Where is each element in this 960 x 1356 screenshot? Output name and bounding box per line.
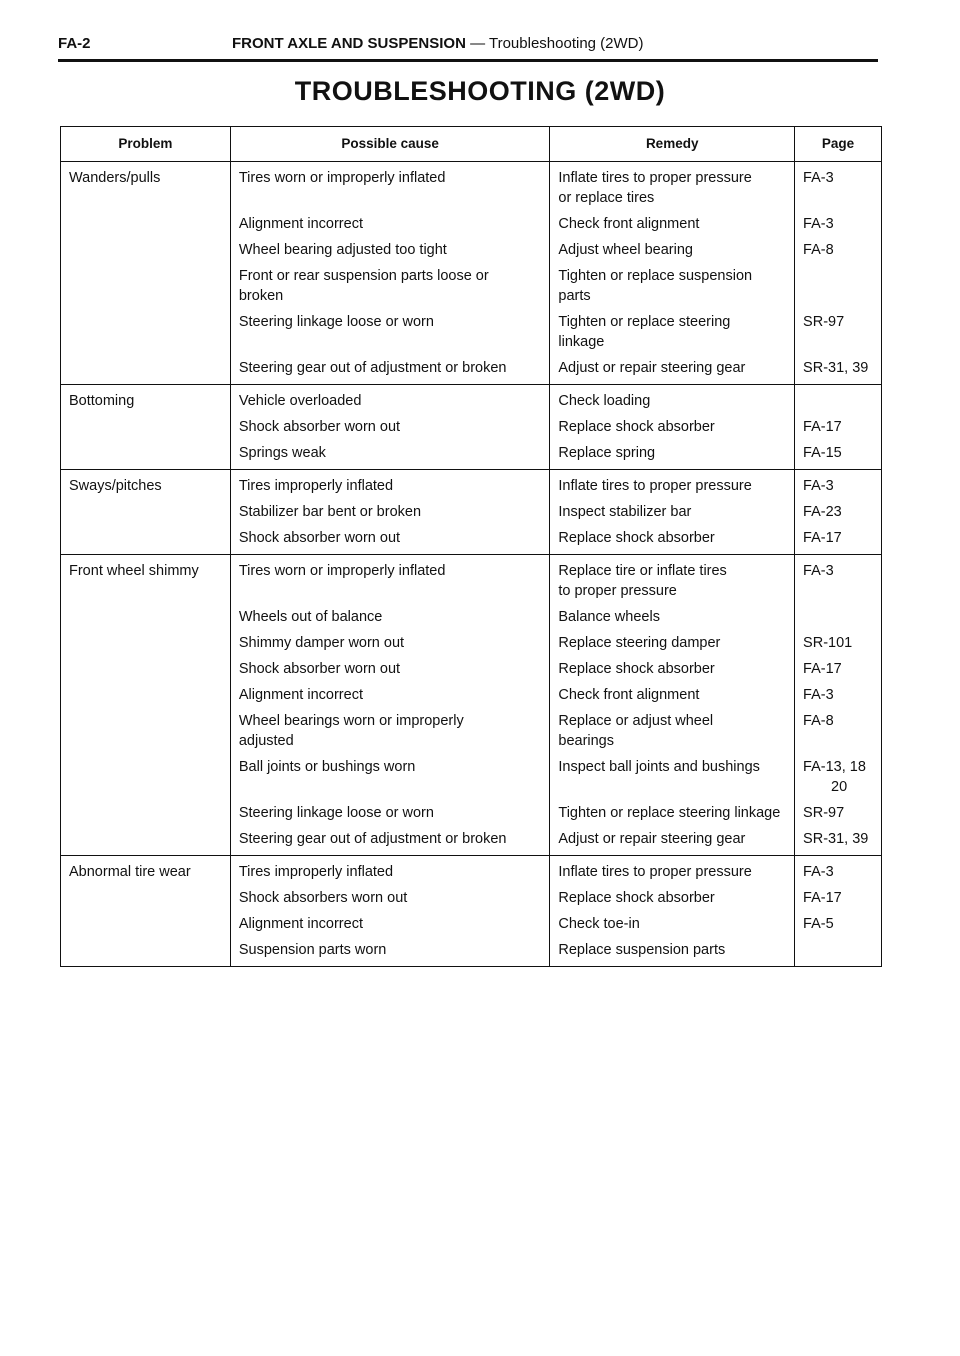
page-entry xyxy=(795,757,881,803)
cause-cell xyxy=(230,555,550,856)
remedy-entry xyxy=(550,803,794,829)
cause-entry xyxy=(231,803,550,829)
remedy-line: Balance wheels xyxy=(558,609,660,625)
cause-entry xyxy=(231,417,550,443)
remedy-line: Check toe-in xyxy=(558,916,640,932)
page-line: FA-8 xyxy=(803,713,834,729)
remedy-line: Adjust or repair steering gear xyxy=(558,831,746,847)
remedy-line: Tighten or replace steering linkage xyxy=(558,805,781,821)
remedy-line: Replace or adjust wheel xyxy=(558,713,714,729)
page-line: SR-31, 39 xyxy=(803,360,869,376)
remedy-entry xyxy=(550,417,794,443)
cause-line: Alignment incorrect xyxy=(238,216,363,232)
page-line: FA-3 xyxy=(803,170,834,186)
remedy-entry xyxy=(550,862,794,888)
page-entry xyxy=(795,266,881,312)
title-separator: — xyxy=(465,35,489,52)
problem-cell xyxy=(61,470,231,555)
cause-cell xyxy=(230,856,550,967)
remedy-line: bearings xyxy=(558,733,614,749)
page-line: SR-31, 39 xyxy=(803,831,869,847)
remedy-line: Inflate tires to proper pressure xyxy=(558,170,752,186)
remedy-cell xyxy=(550,555,795,856)
page-line: FA-3 xyxy=(803,216,834,232)
remedy-line: Replace tire or inflate tires xyxy=(558,563,727,579)
remedy-entry xyxy=(550,240,794,266)
cause-line: Steering linkage loose or worn xyxy=(238,314,434,330)
remedy-line: Check loading xyxy=(558,393,651,409)
problem-group xyxy=(61,856,882,967)
page-entry xyxy=(795,659,881,685)
cause-line: Tires worn or improperly inflated xyxy=(238,563,446,579)
remedy-entry xyxy=(550,358,794,384)
remedy-entry xyxy=(550,888,794,914)
page-entry xyxy=(795,607,881,633)
remedy-entry xyxy=(550,312,794,358)
table-row xyxy=(61,385,882,470)
remedy-line: Replace spring xyxy=(558,445,656,461)
remedy-entry xyxy=(550,914,794,940)
cause-line: Shock absorber worn out xyxy=(238,530,401,546)
remedy-entry xyxy=(550,168,794,214)
problem-cell xyxy=(61,555,231,856)
remedy-line: Replace shock absorber xyxy=(558,530,715,546)
cause-entry xyxy=(231,358,550,384)
page-line: FA-17 xyxy=(803,419,842,435)
page-header xyxy=(58,33,878,62)
remedy-cell xyxy=(550,385,795,470)
table-row xyxy=(61,555,882,856)
cause-line: Wheel bearings worn or improperly xyxy=(238,713,464,729)
remedy-line: Inspect ball joints and bushings xyxy=(558,759,760,775)
cause-entry xyxy=(231,757,550,803)
cause-entry xyxy=(231,168,550,214)
cause-line: Wheel bearing adjusted too tight xyxy=(238,242,447,258)
page-cell xyxy=(795,555,882,856)
remedy-line: Inspect stabilizer bar xyxy=(558,504,692,520)
cause-line: Ball joints or bushings worn xyxy=(238,759,416,775)
cause-line: Steering linkage loose or worn xyxy=(238,805,434,821)
problem-group xyxy=(61,385,882,470)
document-title: TROUBLESHOOTING (2WD) xyxy=(294,76,666,106)
remedy-line: Adjust or repair steering gear xyxy=(558,360,746,376)
page-entry xyxy=(795,476,881,502)
running-title xyxy=(232,35,644,52)
page-line: FA-23 xyxy=(803,504,842,520)
troubleshooting-table xyxy=(60,126,882,967)
remedy-line: Inflate tires to proper pressure xyxy=(558,478,752,494)
page-cell xyxy=(795,856,882,967)
cause-line: Shimmy damper worn out xyxy=(238,635,405,651)
cause-entry xyxy=(231,443,550,469)
column-header-remedy: Remedy xyxy=(550,127,795,162)
remedy-entry xyxy=(550,607,794,633)
problem-text: Sways/pitches xyxy=(69,478,162,494)
problem-text: Bottoming xyxy=(69,393,135,409)
page-entry xyxy=(795,685,881,711)
remedy-line: Replace shock absorber xyxy=(558,419,715,435)
cause-cell xyxy=(230,162,550,385)
page-line: FA-3 xyxy=(803,563,834,579)
page-entry xyxy=(795,312,881,358)
table-header xyxy=(61,127,882,162)
page-cell xyxy=(795,385,882,470)
cause-line: Shock absorber worn out xyxy=(238,661,401,677)
page-line: FA-3 xyxy=(803,864,834,880)
page-entry xyxy=(795,528,881,554)
problem-text: Abnormal tire wear xyxy=(69,864,191,880)
page-line: FA-13, 18 xyxy=(803,759,866,775)
remedy-entry xyxy=(550,391,794,417)
cause-entry xyxy=(231,888,550,914)
problem-cell xyxy=(61,162,231,385)
remedy-line: or replace tires xyxy=(558,190,655,206)
remedy-cell xyxy=(550,470,795,555)
problem-text: Wanders/pulls xyxy=(69,170,161,186)
remedy-line: Replace shock absorber xyxy=(558,661,715,677)
page-entry xyxy=(795,829,881,855)
remedy-cell xyxy=(550,856,795,967)
remedy-entry xyxy=(550,528,794,554)
table-row xyxy=(61,162,882,385)
cause-entry xyxy=(231,561,550,607)
problem-group xyxy=(61,555,882,856)
page-line: SR-101 xyxy=(803,635,853,651)
page-entry xyxy=(795,417,881,443)
page-line: FA-17 xyxy=(803,890,842,906)
remedy-entry xyxy=(550,757,794,803)
cause-line: Wheels out of balance xyxy=(238,609,383,625)
page-entry xyxy=(795,561,881,607)
cause-line: broken xyxy=(238,288,284,304)
page-entry xyxy=(795,862,881,888)
table-row xyxy=(61,470,882,555)
cause-line: Suspension parts worn xyxy=(238,942,387,958)
page-line: FA-5 xyxy=(803,916,834,932)
remedy-line: linkage xyxy=(558,334,605,350)
remedy-line: Tighten or replace steering xyxy=(558,314,731,330)
column-header-page: Page xyxy=(795,127,882,162)
page-entry xyxy=(795,711,881,757)
cause-entry xyxy=(231,659,550,685)
cause-line: Tires improperly inflated xyxy=(238,864,394,880)
remedy-entry xyxy=(550,476,794,502)
cause-entry xyxy=(231,476,550,502)
problem-cell xyxy=(61,856,231,967)
page-entry xyxy=(795,888,881,914)
remedy-entry xyxy=(550,561,794,607)
cause-entry xyxy=(231,240,550,266)
problem-text: Front wheel shimmy xyxy=(69,563,199,579)
subsection-title: Troubleshooting (2WD) xyxy=(488,35,644,52)
column-header-problem: Problem xyxy=(61,127,231,162)
cause-entry xyxy=(231,711,550,757)
cause-line: Alignment incorrect xyxy=(238,916,363,932)
cause-entry xyxy=(231,940,550,966)
header-row xyxy=(61,127,882,162)
remedy-entry xyxy=(550,266,794,312)
page-line: 20 xyxy=(831,779,848,795)
page-number: FA-2 xyxy=(58,35,91,52)
page-entry xyxy=(795,940,881,966)
section-title: FRONT AXLE AND SUSPENSION xyxy=(232,35,466,52)
cause-line: Tires improperly inflated xyxy=(238,478,394,494)
cause-entry xyxy=(231,829,550,855)
page-entry xyxy=(795,358,881,384)
page-entry xyxy=(795,214,881,240)
remedy-entry xyxy=(550,940,794,966)
remedy-cell xyxy=(550,162,795,385)
remedy-line: parts xyxy=(558,288,591,304)
cause-line: adjusted xyxy=(238,733,294,749)
page-entry xyxy=(795,803,881,829)
remedy-line: Replace shock absorber xyxy=(558,890,715,906)
page-line: FA-8 xyxy=(803,242,834,258)
cause-line: Steering gear out of adjustment or broken xyxy=(238,831,507,847)
page-entry xyxy=(795,391,881,417)
cause-line: Alignment incorrect xyxy=(238,687,363,703)
cause-line: Stabilizer bar bent or broken xyxy=(238,504,422,520)
cause-entry xyxy=(231,862,550,888)
page-entry xyxy=(795,502,881,528)
cause-cell xyxy=(230,470,550,555)
cause-line: Steering gear out of adjustment or broken xyxy=(238,360,507,376)
cause-line: Springs weak xyxy=(238,445,326,461)
remedy-entry xyxy=(550,633,794,659)
page-line: FA-3 xyxy=(803,478,834,494)
remedy-entry xyxy=(550,685,794,711)
remedy-entry xyxy=(550,711,794,757)
cause-entry xyxy=(231,502,550,528)
problem-cell xyxy=(61,385,231,470)
cause-entry xyxy=(231,685,550,711)
table-row xyxy=(61,856,882,967)
cause-entry xyxy=(231,266,550,312)
remedy-line: to proper pressure xyxy=(558,583,677,599)
cause-entry xyxy=(231,312,550,358)
cause-cell xyxy=(230,385,550,470)
cause-entry xyxy=(231,391,550,417)
remedy-line: Check front alignment xyxy=(558,216,700,232)
page-entry xyxy=(795,443,881,469)
remedy-entry xyxy=(550,829,794,855)
page-line: SR-97 xyxy=(803,805,845,821)
cause-entry xyxy=(231,214,550,240)
page-line: FA-15 xyxy=(803,445,842,461)
cause-line: Vehicle overloaded xyxy=(238,393,362,409)
page-cell xyxy=(795,162,882,385)
page-entry xyxy=(795,914,881,940)
page-line: SR-97 xyxy=(803,314,845,330)
page-entry xyxy=(795,633,881,659)
remedy-line: Tighten or replace suspension xyxy=(558,268,753,284)
remedy-entry xyxy=(550,502,794,528)
cause-line: Shock absorber worn out xyxy=(238,419,401,435)
remedy-line: Check front alignment xyxy=(558,687,700,703)
remedy-line: Replace steering damper xyxy=(558,635,721,651)
cause-line: Front or rear suspension parts loose or xyxy=(238,268,489,284)
column-header-cause: Possible cause xyxy=(230,127,550,162)
remedy-line: Adjust wheel bearing xyxy=(558,242,693,258)
page-entry xyxy=(795,240,881,266)
cause-line: Tires worn or improperly inflated xyxy=(238,170,446,186)
cause-entry xyxy=(231,914,550,940)
remedy-line: Inflate tires to proper pressure xyxy=(558,864,752,880)
page-line: FA-17 xyxy=(803,661,842,677)
page-cell xyxy=(795,470,882,555)
problem-group xyxy=(61,470,882,555)
remedy-entry xyxy=(550,443,794,469)
page-line: FA-3 xyxy=(803,687,834,703)
remedy-entry xyxy=(550,659,794,685)
page-line: FA-17 xyxy=(803,530,842,546)
page-entry xyxy=(795,168,881,214)
cause-entry xyxy=(231,633,550,659)
cause-entry xyxy=(231,607,550,633)
cause-entry xyxy=(231,528,550,554)
problem-group xyxy=(61,162,882,385)
remedy-line: Replace suspension parts xyxy=(558,942,726,958)
remedy-entry xyxy=(550,214,794,240)
cause-line: Shock absorbers worn out xyxy=(238,890,408,906)
